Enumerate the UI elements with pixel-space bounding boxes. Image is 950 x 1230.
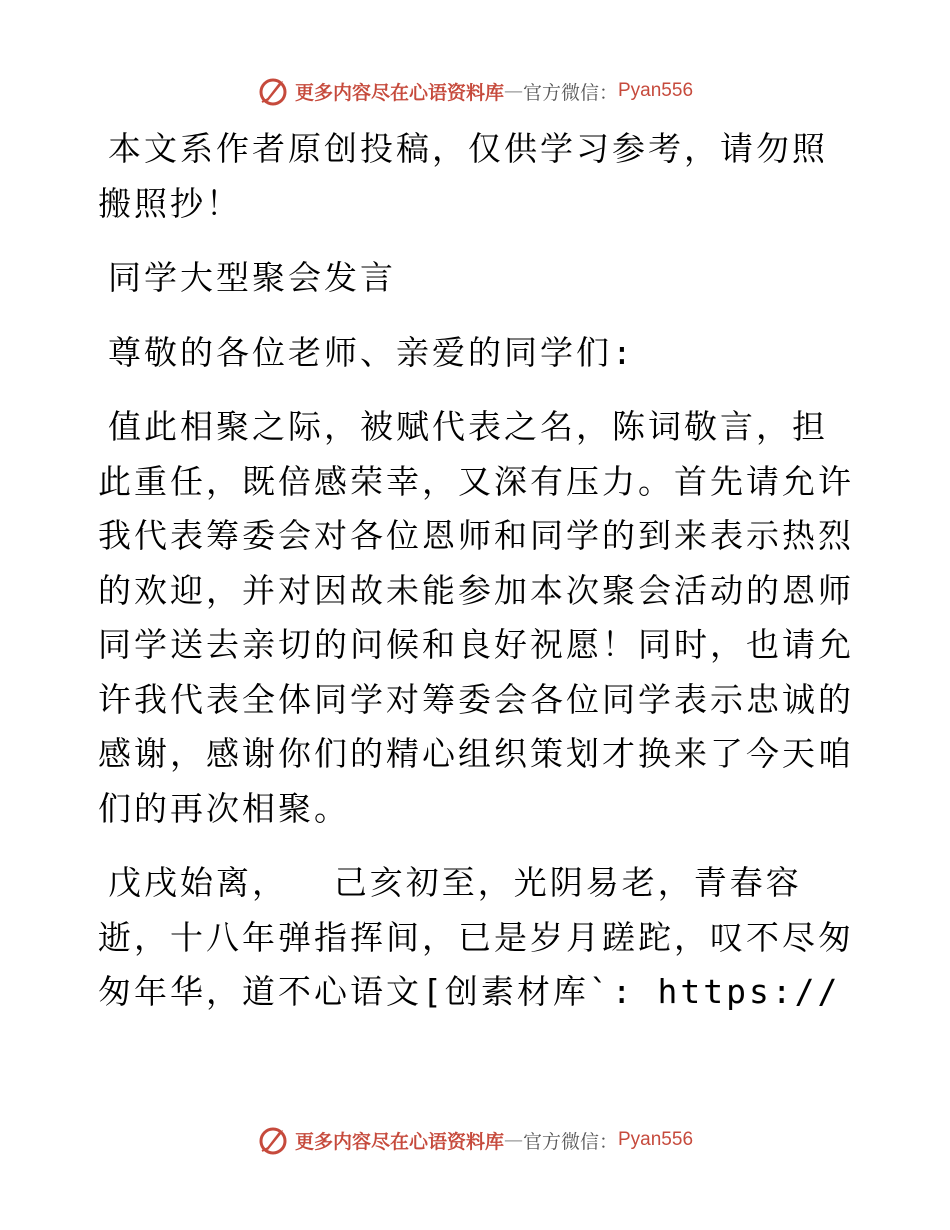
- quill-pen-logo-icon: [257, 1124, 289, 1156]
- banner-site-text: 更多内容尽在心语资料库: [294, 1130, 504, 1153]
- header-banner: [0, 71, 950, 111]
- footer-banner: [0, 1120, 950, 1160]
- banner-dash: —: [503, 1129, 523, 1151]
- quill-pen-logo-icon: [257, 75, 289, 107]
- disclaimer-paragraph: 本文系作者原创投稿，仅供学习参考，请勿照搬照抄！: [98, 129, 828, 223]
- banner-dash: —: [503, 80, 523, 102]
- banner-wechat-id: Pyan556: [618, 1129, 694, 1150]
- salutation-paragraph: 尊敬的各位老师、亲爱的同学们:: [108, 332, 635, 372]
- banner-wechat-id: Pyan556: [618, 80, 694, 101]
- body-paragraph-time: 戊戌始离， 己亥初至，光阴易老，青春容逝，十八年弹指挥间，已是岁月蹉跎，叹不尽匆匆年华，道不心语文[创素材库`: https://: [98, 863, 854, 1011]
- banner-wechat-label: 官方微信：: [522, 1130, 618, 1153]
- banner-site-text: 更多内容尽在心语资料库: [294, 81, 504, 104]
- document-body: [98, 122, 858, 1040]
- document-title: 同学大型聚会发言: [108, 258, 396, 297]
- banner-wechat-label: 官方微信：: [522, 81, 618, 104]
- body-paragraph-welcome: 值此相聚之际，被赋代表之名，陈词敬言，担此重任，既倍感荣幸，又深有压力。首先请允许我代表筹委会对各位恩师和同学的到来表示热烈的欢迎，并对因故未能参加本次聚会活动的恩师同学送去亲切的问候和良好祝愿！同时，也请允许我代表全体同学对筹委会各位同学表示忠诚的感谢，感谢你们的精心组织策划才换来了今天咱们的再次相聚。: [98, 407, 854, 828]
